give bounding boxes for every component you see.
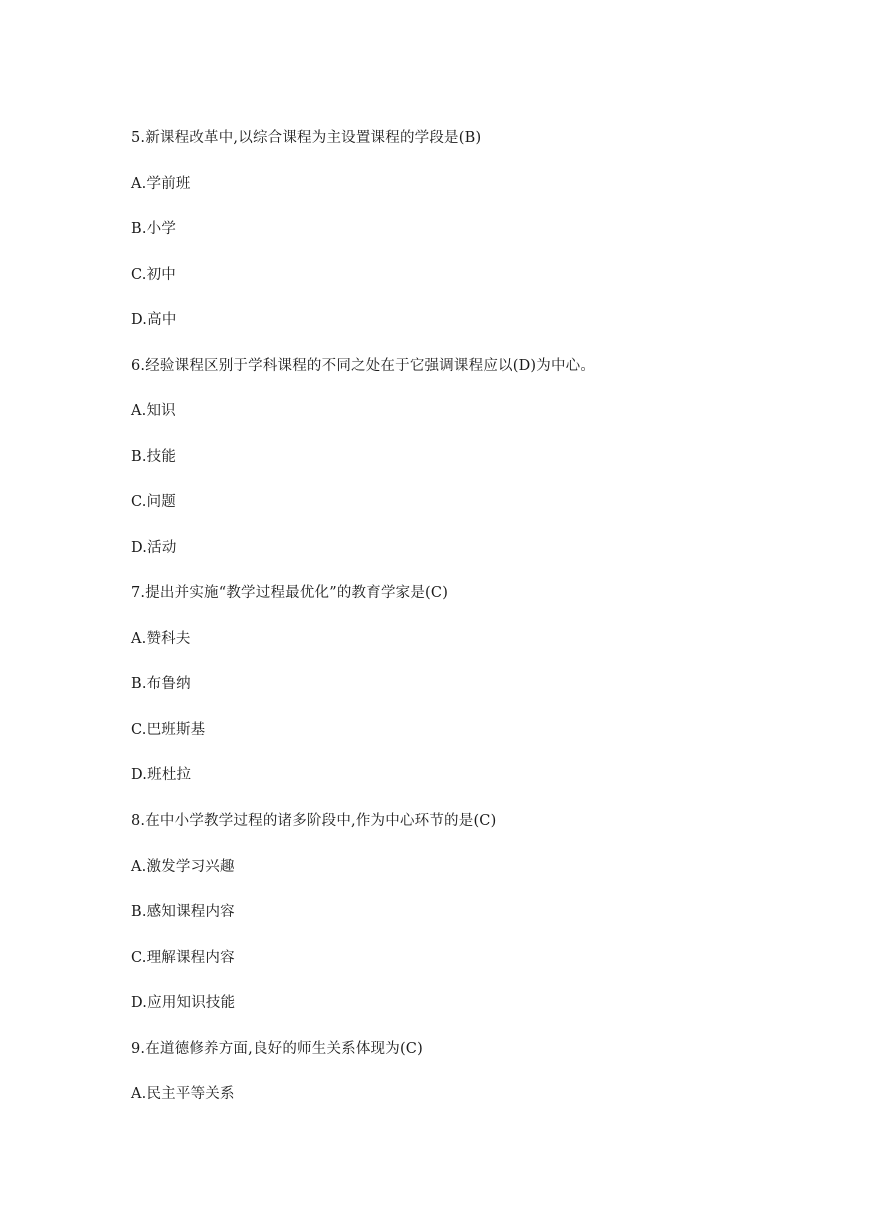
question-7-stem: 7.提出并实施“教学过程最优化”的教育学家是(C) xyxy=(131,585,449,601)
question-5-stem: 5.新课程改革中,以综合课程为主设置课程的学段是(B) xyxy=(131,130,482,146)
question-7-option-d: D.班杜拉 xyxy=(131,767,192,783)
question-8-option-c: C.理解课程内容 xyxy=(131,950,235,966)
question-8-option-b: B.感知课程内容 xyxy=(131,904,235,920)
question-7-option-a: A.赞科夫 xyxy=(131,631,191,647)
question-9-option-a: A.民主平等关系 xyxy=(131,1086,235,1102)
question-6-option-a: A.知识 xyxy=(131,403,176,419)
question-8-stem: 8.在中小学教学过程的诸多阶段中,作为中心环节的是(C) xyxy=(131,813,497,829)
question-8-option-d: D.应用知识技能 xyxy=(131,995,236,1011)
question-5-option-b: B.小学 xyxy=(131,221,177,237)
question-6-option-c: C.问题 xyxy=(131,494,176,510)
question-5-option-c: C.初中 xyxy=(131,267,176,283)
question-6-option-b: B.技能 xyxy=(131,449,177,465)
question-6-stem: 6.经验课程区别于学科课程的不同之处在于它强调课程应以(D)为中心。 xyxy=(131,358,596,374)
question-6-option-d: D.活动 xyxy=(131,540,177,556)
question-8-option-a: A.激发学习兴趣 xyxy=(131,859,235,875)
question-7-option-b: B.布鲁纳 xyxy=(131,676,191,692)
question-5-option-d: D.高中 xyxy=(131,312,177,328)
question-9-stem: 9.在道德修养方面,良好的师生关系体现为(C) xyxy=(131,1041,423,1057)
question-5-option-a: A.学前班 xyxy=(131,176,191,192)
question-7-option-c: C.巴班斯基 xyxy=(131,722,206,738)
